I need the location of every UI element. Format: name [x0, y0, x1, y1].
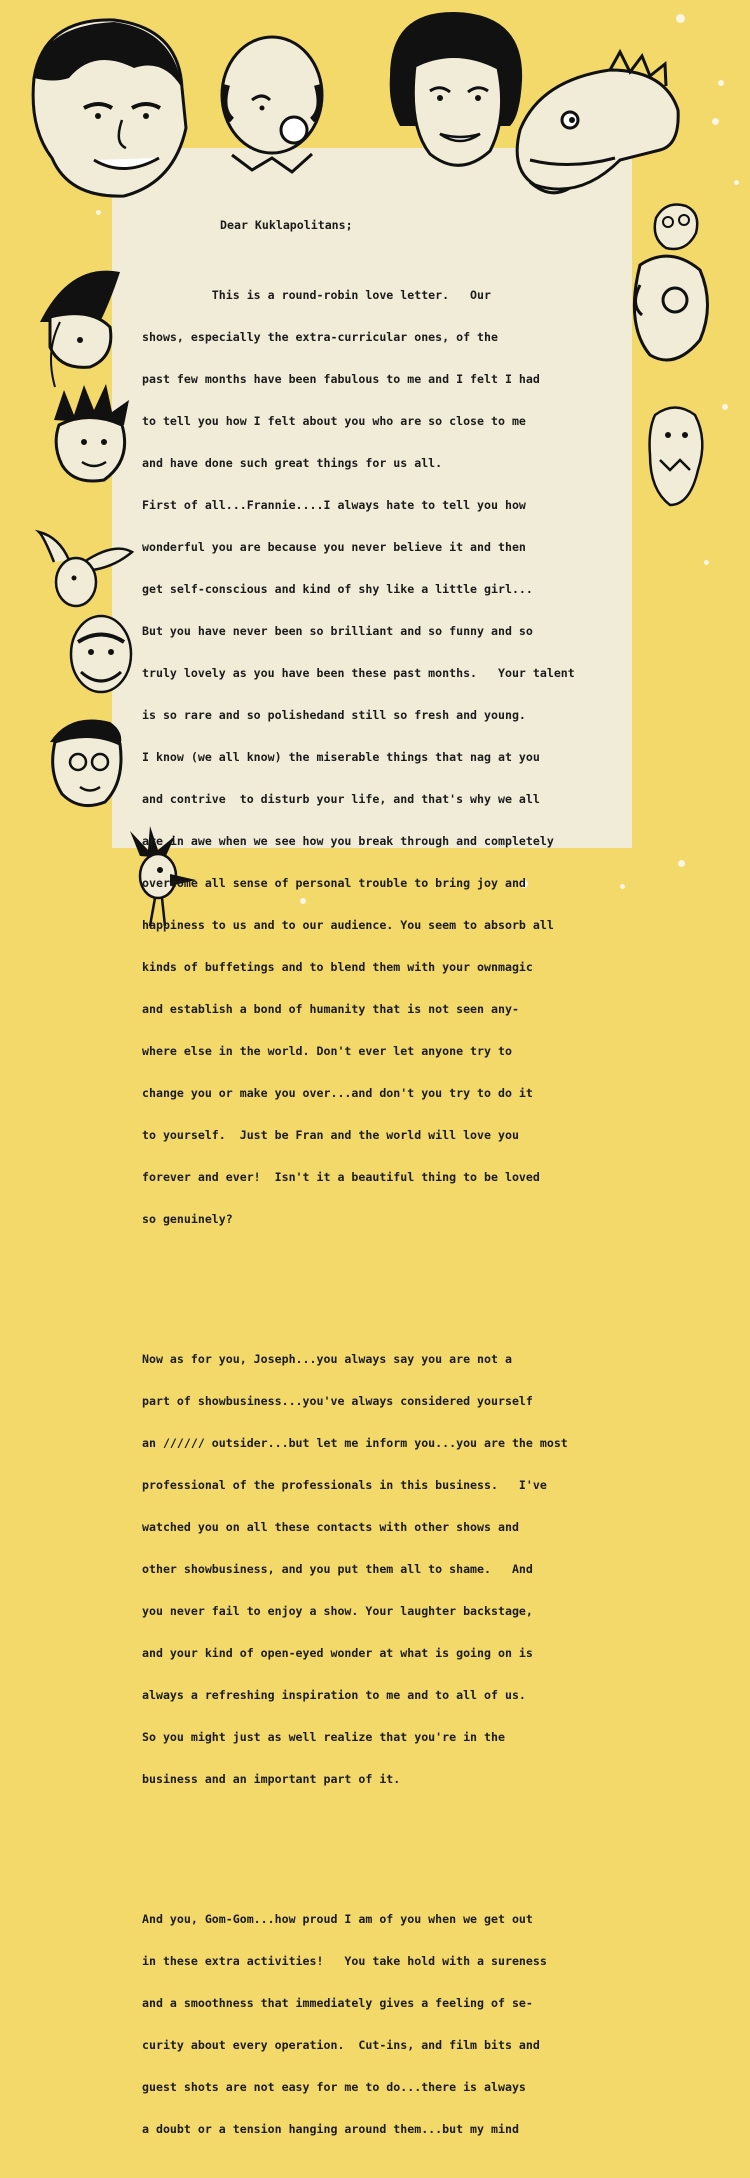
background-speck: [96, 210, 101, 215]
letter-line: other showbusiness, and you put them all to shame. And: [142, 1562, 533, 1576]
elf-hat-puppet-icon: [30, 262, 130, 392]
letter-line: you never fail to enjoy a show. Your laughter backstage,: [142, 1604, 533, 1618]
letter-line: First of all...Frannie....I always hate to tell you how: [142, 498, 526, 512]
letter-line: happiness to us and to our audience. You seem to absorb all: [142, 918, 554, 932]
clown-icon: [212, 30, 332, 180]
background-speck: [676, 14, 685, 23]
letter-line: So you might just as well realize that you're in the: [142, 1730, 505, 1744]
letter-line: I know (we all know) the miserable things that nag at you: [142, 750, 540, 764]
letter-line: where else in the world. Don't ever let anyone try to: [142, 1044, 512, 1058]
letter-line: Now as for you, Joseph...you always say you are not a: [142, 1352, 512, 1366]
letter-line: This is a round-robin love letter. Our: [142, 288, 492, 302]
background-speck: [678, 860, 685, 867]
background-speck: [704, 560, 709, 565]
letter-line: an ////// outsider...but let me inform you...you are the most: [142, 1436, 568, 1450]
letter-paragraph-2: [142, 1324, 662, 1814]
letter-line: forever and ever! Isn't it a beautiful thing to be loved: [142, 1170, 540, 1184]
letter-body: [142, 190, 662, 2178]
letter-line: But you have never been so brilliant and so funny and so: [142, 624, 533, 638]
letter-line: change you or make you over...and don't you try to do it: [142, 1086, 533, 1100]
letter-line: kinds of buffetings and to blend them with your ownmagic: [142, 960, 533, 974]
rabbit-icon: [34, 532, 134, 612]
letter-line: curity about every operation. Cut-ins, and film bits and: [142, 2038, 540, 2052]
letter-paragraph-3: [142, 1884, 662, 2164]
background-speck: [722, 404, 728, 410]
letter-line: guest shots are not easy for me to do...there is always: [142, 2080, 526, 2094]
letter-line: truly lovely as you have been these past months. Your talent: [142, 666, 575, 680]
letter-line: watched you on all these contacts with other shows and: [142, 1520, 519, 1534]
letter-line: and establish a bond of humanity that is not seen any-: [142, 1002, 519, 1016]
letter-line: is so rare and so polishedand still so fresh and young.: [142, 708, 526, 722]
glasses-puppet-icon: [40, 712, 130, 817]
letter-line: so genuinely?: [142, 1212, 233, 1226]
letter-line: professional of the professionals in this business. I've: [142, 1478, 547, 1492]
background-speck: [718, 80, 724, 86]
background-speck: [734, 180, 739, 185]
spiky-hair-puppet-icon: [44, 380, 134, 490]
old-man-puppet-icon: [66, 612, 136, 697]
letter-salutation: Dear Kuklapolitans;: [220, 218, 353, 232]
letter-line: business and an important part of it.: [142, 1772, 401, 1786]
letter-line: to yourself. Just be Fran and the world will love you: [142, 1128, 519, 1142]
letter-line: are in awe when we see how you break through and completely: [142, 834, 554, 848]
letter-line: and contrive to disturb your life, and that's why we all: [142, 792, 540, 806]
letter-line: get self-conscious and kind of shy like a little girl...: [142, 582, 533, 596]
man-portrait-icon: [14, 8, 204, 198]
letter-line: to tell you how I felt about you who are so close to me: [142, 414, 526, 428]
letter-paragraph-1: [142, 260, 662, 1254]
letter-line: always a refreshing inspiration to me and to all of us.: [142, 1688, 526, 1702]
dragon-icon: [500, 50, 690, 200]
letter-line: overcome all sense of personal trouble to bring joy and: [142, 876, 526, 890]
letter-line: wonderful you are because you never believe it and then: [142, 540, 526, 554]
letter-line: past few months have been fabulous to me and I felt I had: [142, 372, 540, 386]
letter-line: and your kind of open-eyed wonder at what is going on is: [142, 1646, 533, 1660]
letter-line: And you, Gom-Gom...how proud I am of you when we get out: [142, 1912, 533, 1926]
letter-line: and have done such great things for us all.: [142, 456, 443, 470]
paragraph-gap: [142, 1842, 662, 1856]
letter-line: shows, especially the extra-curricular ones, of the: [142, 330, 498, 344]
background-speck: [712, 118, 719, 125]
letter-line: part of showbusiness...you've always considered yourself: [142, 1394, 533, 1408]
letter-line: in these extra activities! You take hold with a sureness: [142, 1954, 547, 1968]
paragraph-gap: [142, 1282, 662, 1296]
letter-line: a doubt or a tension hanging around them...but my mind: [142, 2122, 519, 2136]
letter-line: and a smoothness that immediately gives a feeling of se-: [142, 1996, 533, 2010]
